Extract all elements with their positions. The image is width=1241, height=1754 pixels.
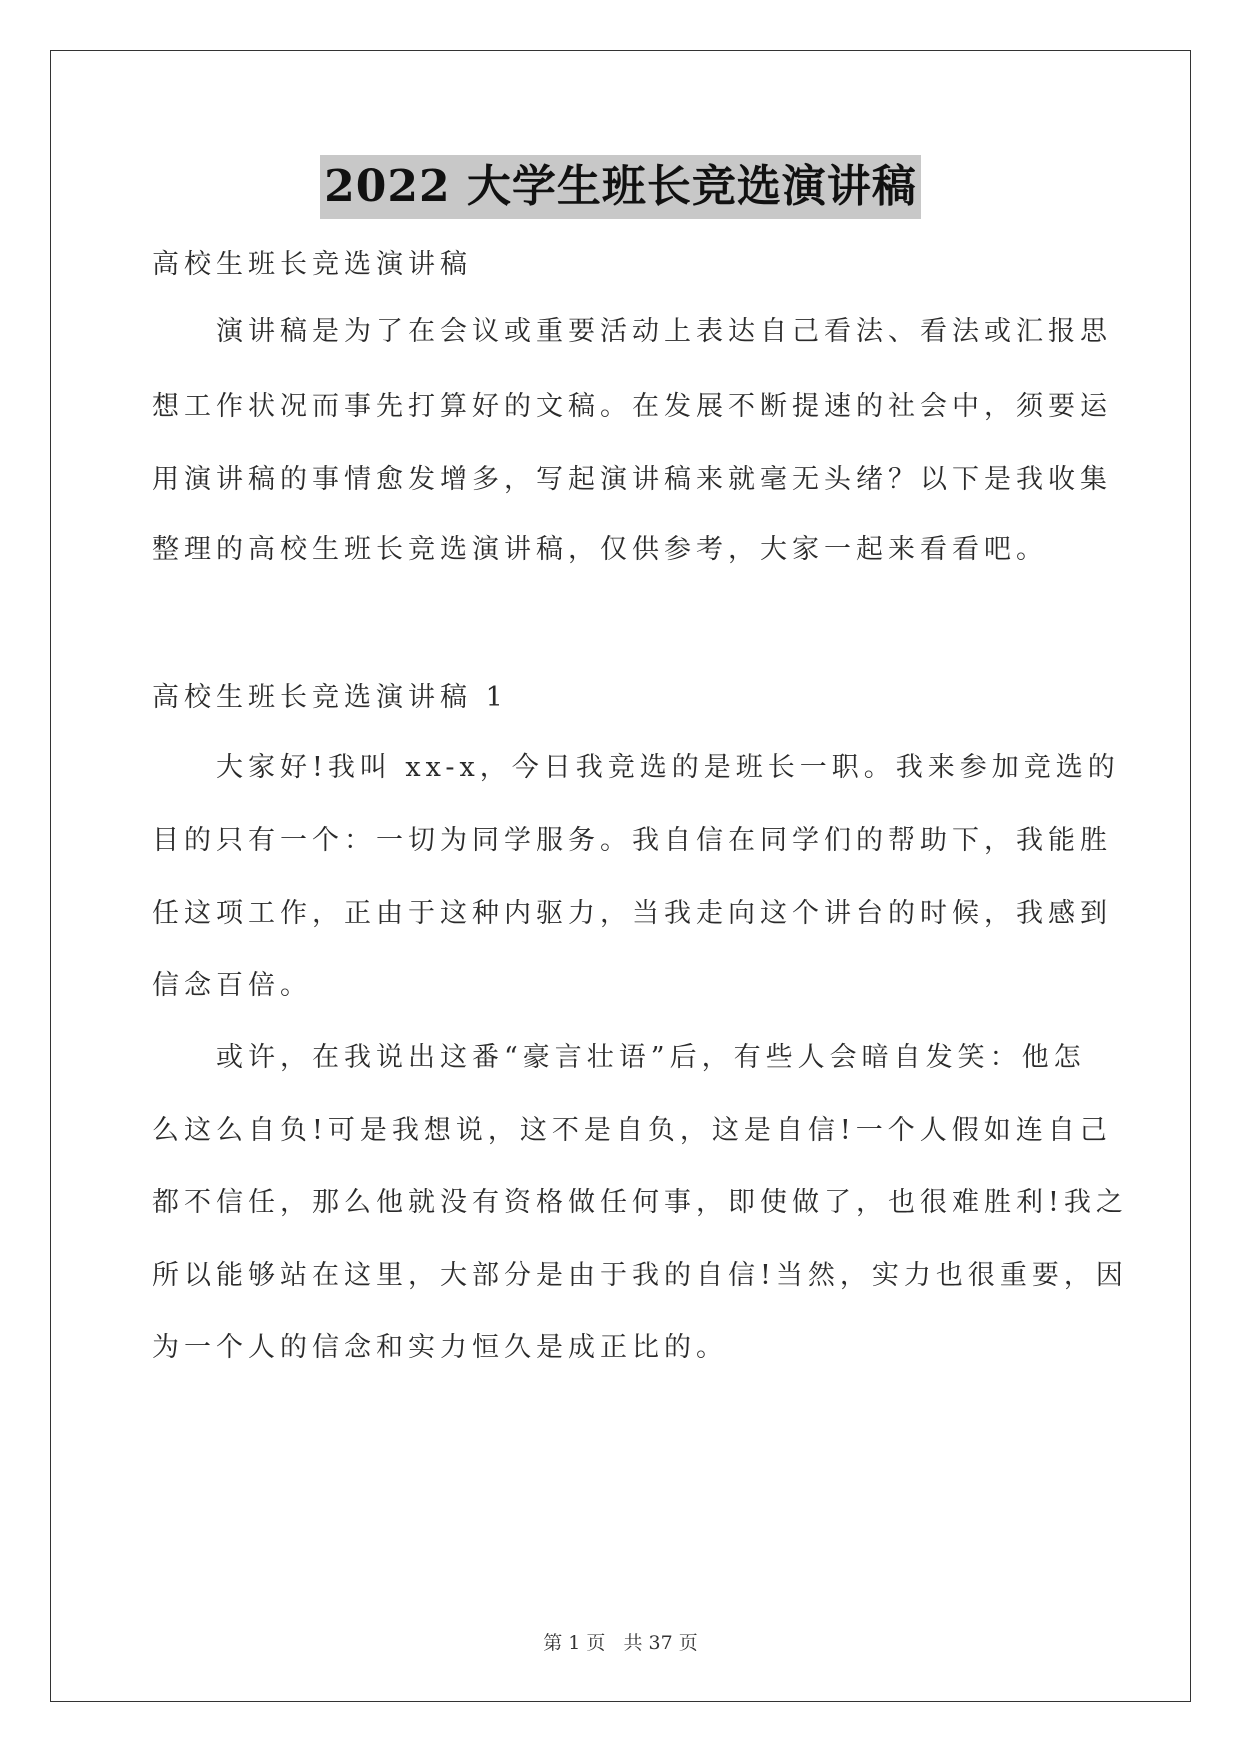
paragraph-line: 整理的高校生班长竞选演讲稿，仅供参考，大家一起来看看吧。 <box>152 534 1048 565</box>
paragraph-line: 想工作状况而事先打算好的文稿。在发展不断提速的社会中，须要运 <box>152 391 1112 422</box>
document-title: 2022 大学生班长竞选演讲稿 <box>320 155 921 219</box>
paragraph-line: 任这项工作，正由于这种内驱力，当我走向这个讲台的时候，我感到 <box>152 898 1112 929</box>
paragraph-line: 目的只有一个：一切为同学服务。我自信在同学们的帮助下，我能胜 <box>152 825 1112 856</box>
paragraph-line: 用演讲稿的事情愈发增多，写起演讲稿来就毫无头绪？以下是我收集 <box>152 464 1112 495</box>
paragraph-line: 大家好!我叫 xx-x，今日我竞选的是班长一职。我来参加竞选的 <box>152 752 1120 783</box>
title-container <box>0 155 1241 219</box>
paragraph-line: 么这么自负!可是我想说，这不是自负，这是自信!一个人假如连自己 <box>152 1115 1112 1146</box>
paragraph-line: 所以能够站在这里，大部分是由于我的自信!当然，实力也很重要，因 <box>152 1260 1128 1291</box>
paragraph-line: 都不信任，那么他就没有资格做任何事，即使做了，也很难胜利!我之 <box>152 1187 1128 1218</box>
paragraph-line: 信念百倍。 <box>152 970 312 1001</box>
paragraph-line: 为一个人的信念和实力恒久是成正比的。 <box>152 1332 728 1363</box>
page-border <box>50 50 1191 1702</box>
paragraph-line: 或许，在我说出这番“豪言壮语”后，有些人会暗自发笑：他怎 <box>152 1042 1086 1073</box>
paragraph-line: 演讲稿是为了在会议或重要活动上表达自己看法、看法或汇报思 <box>152 316 1112 347</box>
page-number: 第 1 页 <box>543 1632 606 1654</box>
section-heading: 高校生班长竞选演讲稿 1 <box>152 682 508 713</box>
page-total: 共 37 页 <box>623 1632 698 1654</box>
section-heading: 高校生班长竞选演讲稿 <box>152 249 472 280</box>
page-footer <box>0 1628 1241 1655</box>
